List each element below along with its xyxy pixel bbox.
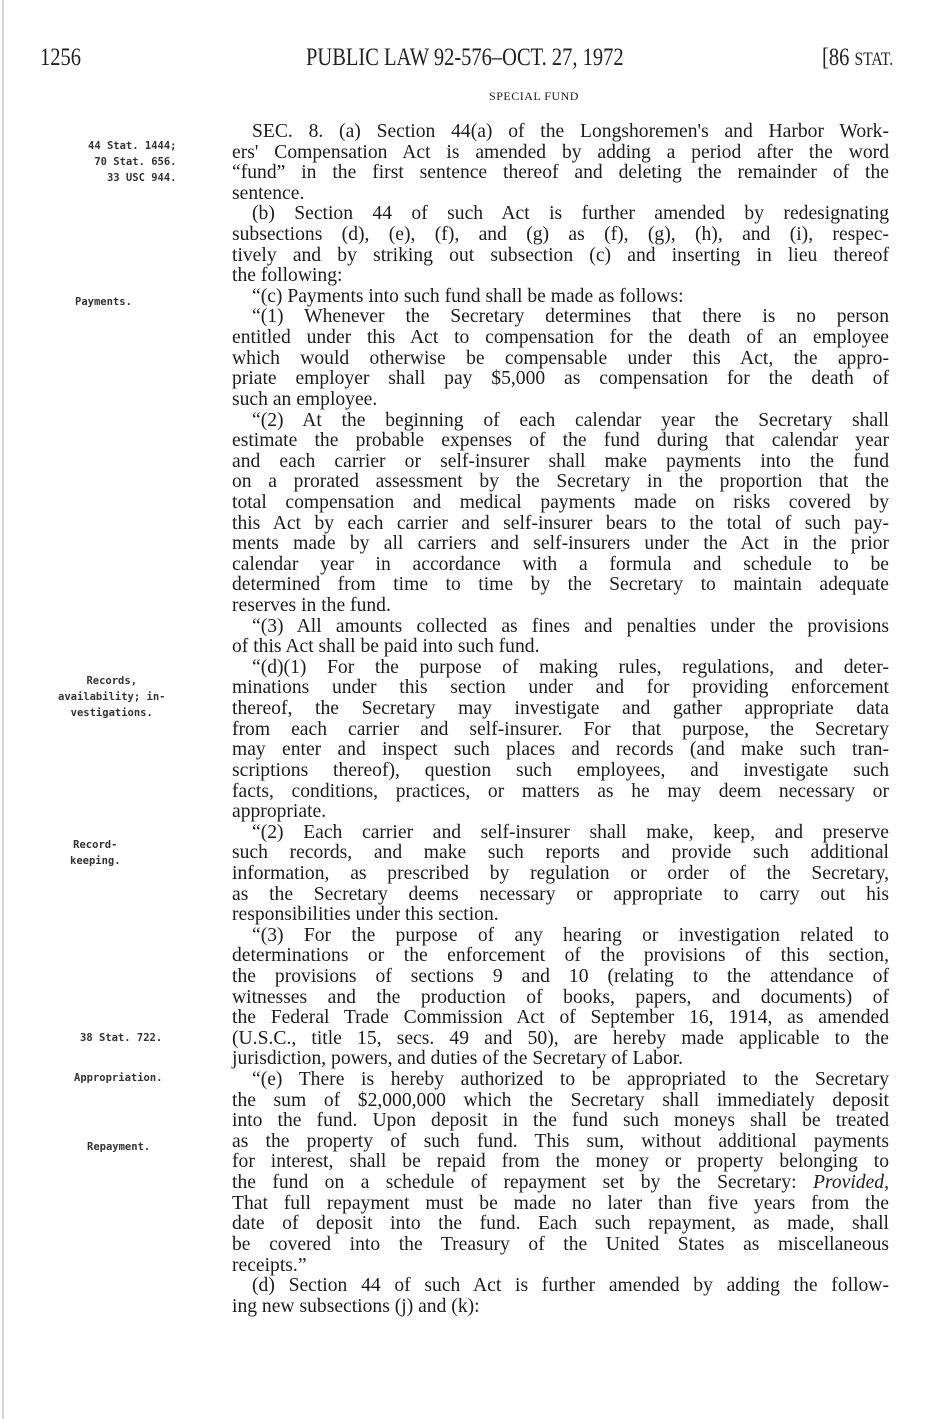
margin-note-line: Payments. (75, 296, 132, 308)
margin-note (87, 1139, 150, 1155)
text-line: tively and by striking out subsection (c) and inserting in lieu thereof (232, 244, 889, 266)
text-line: facts, conditions, practices, or matters as he may deem necessary or (232, 780, 889, 802)
text-line: may enter and inspect such places and records (and make such tran- (232, 739, 889, 761)
text-line: total compensation and medical payments made on risks covered by (232, 491, 889, 513)
text-line: thereof, the Secretary may investigate and gather appropriate data (232, 698, 889, 720)
text-line: subsections (d), (e), (f), and (g) as (f), (g), (h), and (i), respec- (232, 224, 889, 246)
text-line: the provisions of sections 9 and 10 (relating to the attendance of (232, 965, 889, 987)
page-number: 1256 (40, 44, 81, 71)
text-line: be covered into the Treasury of the United States as miscellaneous (232, 1233, 889, 1255)
text-line: entitled under this Act to compensation for the death of an employee (232, 327, 889, 349)
text-line: determined from time to time by the Secretary to maintain adequate (232, 574, 889, 596)
margin-note-line: 38 Stat. 722. (80, 1032, 163, 1044)
text-line: “(1) Whenever the Secretary determines that there is no person (252, 306, 889, 328)
margin-note-line: Records, (86, 675, 138, 687)
text-line: and each carrier or self-insurer shall make payments into the fund (232, 450, 889, 472)
text-line: of this Act shall be paid into such fund. (232, 636, 540, 658)
text-line: ing new subsections (j) and (k): (232, 1295, 480, 1317)
margin-note-line: Repayment. (87, 1141, 151, 1153)
section-heading: SPECIAL FUND (489, 89, 579, 103)
text-line: jurisdiction, powers, and duties of the Secretary of Labor. (232, 1048, 684, 1070)
text-line: for interest, shall be repaid from the money or property belonging to (232, 1151, 889, 1173)
italic-proviso: Provided, (813, 1172, 889, 1194)
text-line: such records, and make such reports and provide such additional (232, 842, 889, 864)
text-line: date of deposit into the fund. Each such repayment, as made, shall (232, 1213, 889, 1235)
text-line: as the property of such fund. This sum, without additional payments (232, 1130, 889, 1152)
paragraph (232, 823, 889, 926)
margin-note-line: vestigations. (70, 707, 153, 719)
text-line: (U.S.C., title 15, secs. 49 and 50), are hereby made applicable to the (232, 1027, 889, 1049)
text-line: from each carrier and self-insurer. For that purpose, the Secretary (232, 718, 889, 740)
margin-note-line: Record- (73, 839, 118, 851)
paragraph (232, 122, 889, 204)
text-line: ers' Compensation Act is amended by adding a period after the word (232, 141, 889, 163)
page-edge (2, 0, 4, 1419)
margin-note (80, 1030, 162, 1046)
paragraph (232, 307, 889, 410)
text-line: SEC. 8. (a) Section 44(a) of the Longshoremen's and Harbor Work- (252, 121, 889, 142)
margin-note (58, 673, 165, 721)
text-line: “(e) There is hereby authorized to be appropriated to the Secretary (252, 1069, 889, 1091)
text-line: such an employee. (232, 388, 378, 410)
margin-note-line: 44 Stat. 1444; (88, 140, 177, 152)
paragraph (232, 204, 889, 286)
text-line: “(2) Each carrier and self-insurer shall make, keep, and preserve (252, 821, 889, 843)
text-line: minations under this section under and for providing enforcement (232, 677, 889, 699)
paragraph (232, 411, 889, 617)
text-segment: the fund on a schedule of repayment set by the Secretary: (232, 1172, 813, 1194)
text-line: receipts.” (232, 1254, 307, 1276)
text-line: “(3) All amounts collected as fines and penalties under the provisions (252, 615, 889, 637)
paragraph (232, 287, 889, 308)
stat-label: STAT. (854, 49, 894, 70)
text-line: on a prorated assessment by the Secretary in the proportion that the (232, 471, 889, 493)
text-line: scriptions thereof), question such employees, and investigate such (232, 759, 889, 781)
statute-volume (822, 44, 893, 72)
margin-note (74, 1070, 163, 1086)
paragraph (232, 1276, 889, 1317)
paragraph (232, 617, 889, 658)
text-line: priate employer shall pay $5,000 as compensation for the death of (232, 368, 889, 390)
text-line: (d) Section 44 of such Act is further amended by adding the follow- (252, 1275, 889, 1297)
text-line: That full repayment must be made no later than five years from the (232, 1192, 889, 1214)
text-line: which would otherwise be compensable under this Act, the appro- (232, 347, 889, 369)
margin-note-line: 33 USC 944. (106, 172, 177, 184)
statute-body (232, 122, 889, 1317)
text-line: “(d)(1) For the purpose of making rules, regulations, and deter- (252, 656, 889, 678)
text-line: witnesses and the production of books, papers, and documents) of (232, 986, 889, 1008)
text-line: ments made by all carriers and self-insurers under the Act in the prior (232, 533, 889, 555)
text-line: the following: (232, 265, 343, 287)
stat-prefix: [86 (822, 44, 855, 71)
text-line: “(c) Payments into such fund shall be made as follows: (252, 285, 684, 307)
text-line: “fund” in the first sentence thereof and deleting the remainder of the (232, 162, 889, 184)
margin-note-line: 70 Stat. 656. (94, 156, 177, 168)
text-line: the Federal Trade Commission Act of September 16, 1914, as amended (232, 1007, 889, 1029)
margin-note-line: availability; in- (58, 691, 166, 703)
margin-note-line: keeping. (70, 855, 121, 867)
text-line: into the fund. Upon deposit in the fund such moneys shall be treated (232, 1110, 889, 1132)
text-line: determinations or the enforcement of the provisions of this section, (232, 945, 889, 967)
text-line: calendar year in accordance with a formula and schedule to be (232, 553, 889, 575)
text-line: responsibilities under this section. (232, 904, 499, 926)
margin-note-line: Appropriation. (74, 1072, 163, 1084)
text-line: (b) Section 44 of such Act is further amended by redesignating (252, 203, 889, 225)
paragraph (232, 1070, 889, 1276)
margin-note (70, 837, 121, 869)
margin-note (75, 294, 132, 310)
text-line: “(2) At the beginning of each calendar year the Secretary shall (252, 409, 889, 431)
text-line: reserves in the fund. (232, 595, 391, 617)
text-line: appropriate. (232, 801, 327, 823)
running-title: PUBLIC LAW 92-576–OCT. 27, 1972 (306, 44, 624, 71)
paragraph (232, 658, 889, 823)
text-line (232, 1173, 889, 1194)
margin-note (88, 138, 177, 186)
text-line: this Act by each carrier and self-insurer bears to the total of such pay- (232, 512, 889, 534)
text-line: information, as prescribed by regulation or order of the Secretary, (232, 862, 889, 884)
paragraph (232, 926, 889, 1070)
text-line: estimate the probable expenses of the fund during that calendar year (232, 430, 889, 452)
text-line: as the Secretary deems necessary or appropriate to carry out his (232, 883, 889, 905)
text-line: “(3) For the purpose of any hearing or investigation related to (252, 924, 889, 946)
text-line: the sum of $2,000,000 which the Secretary shall immediately deposit (232, 1089, 889, 1111)
text-line: sentence. (232, 182, 305, 204)
